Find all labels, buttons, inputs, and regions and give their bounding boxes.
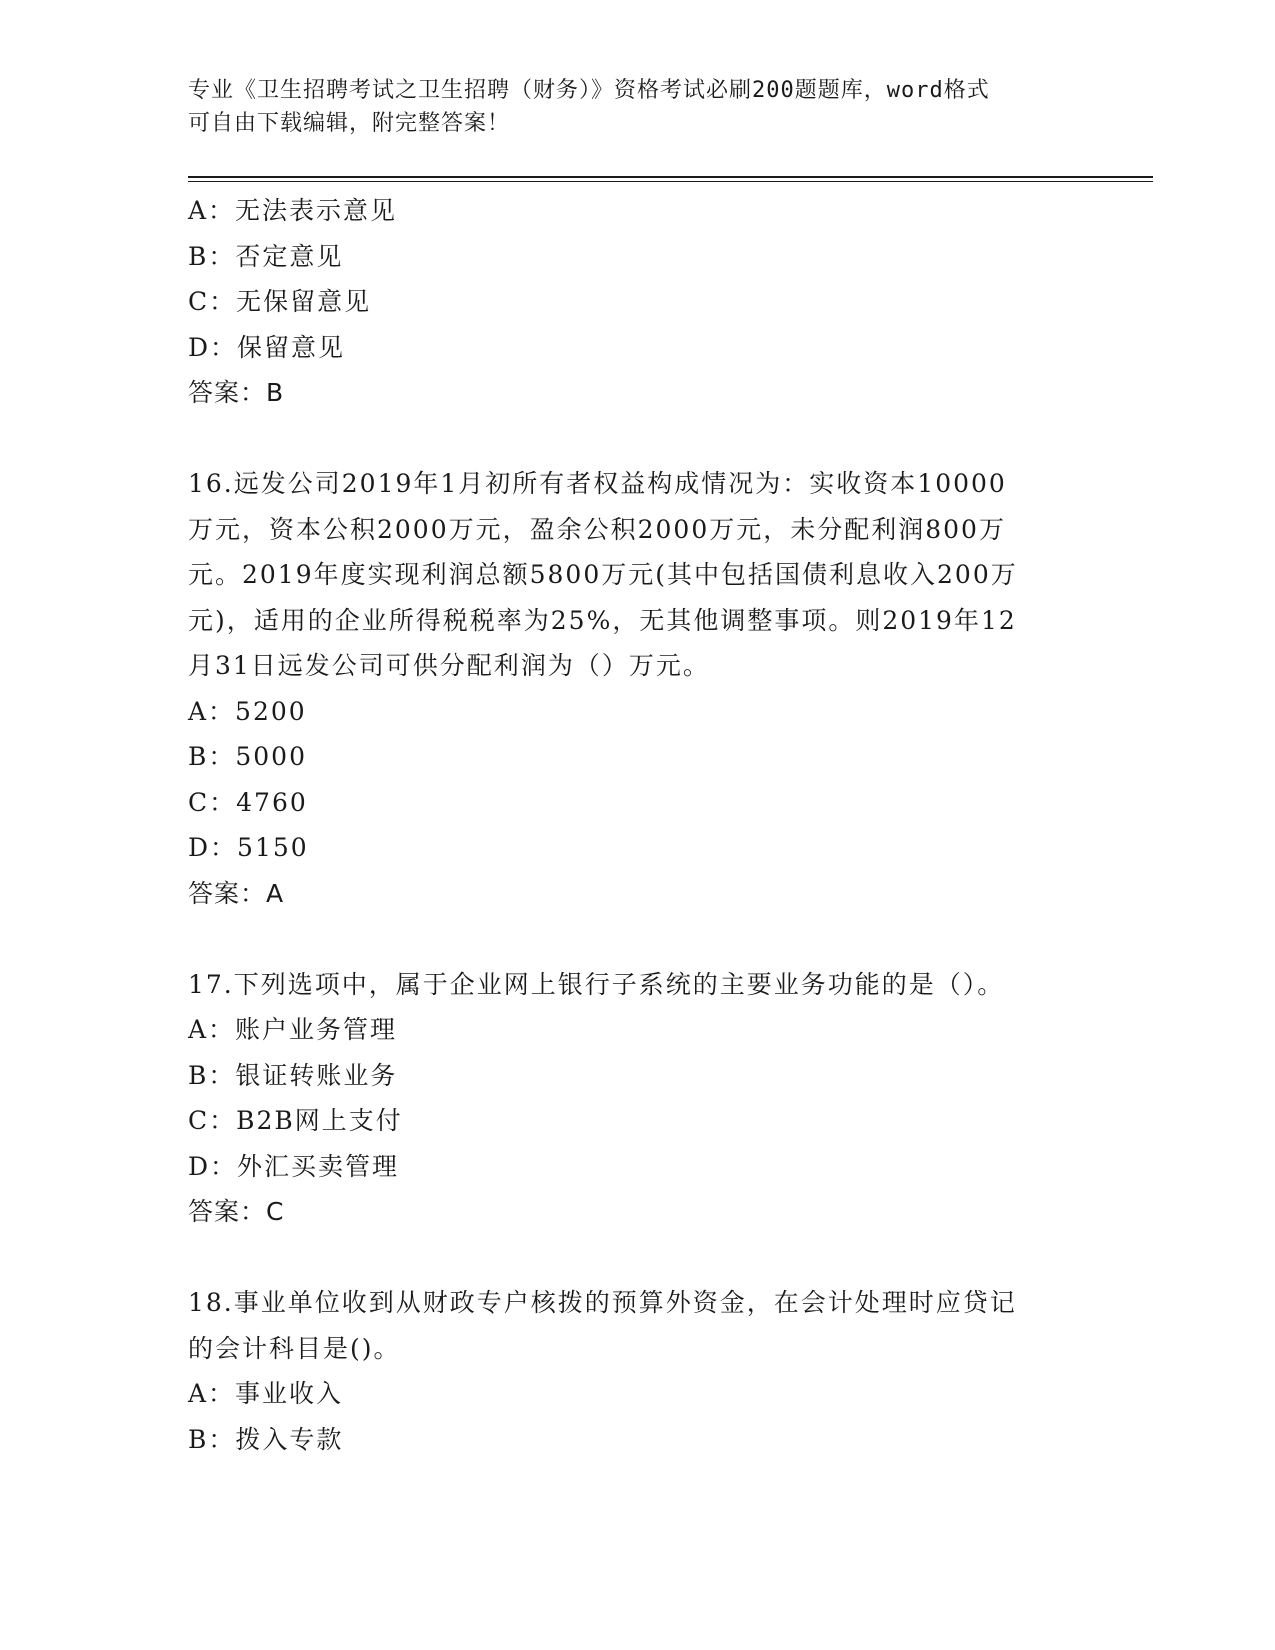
question-stem-line: 元。2019年度实现利润总额5800万元(其中包括国债利息收入200万 — [188, 560, 1018, 589]
option-a: A：5200 — [188, 696, 307, 726]
question-18 — [188, 1280, 1078, 1462]
question-stem-line: 元)，适用的企业所得税税率为25%，无其他调整事项。则2019年12 — [188, 605, 1017, 635]
question-stem-line: 万元，资本公积2000万元，盈余公积2000万元，未分配利润800万 — [188, 514, 1006, 544]
option-b: B：5000 — [188, 742, 307, 771]
question-stem-line: 17.下列选项中，属于企业网上银行子系统的主要业务功能的是（）。 — [188, 969, 1005, 999]
option-c: C：4760 — [188, 787, 308, 817]
question-17 — [188, 962, 1078, 1235]
question-stem-line: 18.事业单位收到从财政专户核拨的预算外资金，在会计处理时应贷记 — [188, 1288, 1017, 1317]
option-c: C：B2B网上支付 — [188, 1106, 403, 1135]
question-stem-line: 16.远发公司2019年1月初所有者权益构成情况为：实收资本10000 — [188, 469, 1007, 498]
option-d: D：保留意见 — [188, 332, 346, 362]
answer-line: 答案：A — [188, 878, 285, 908]
spacer — [188, 1235, 1078, 1281]
header-rule-thick — [188, 176, 1153, 178]
option-d: D：5150 — [188, 833, 309, 862]
option-c: C：无保留意见 — [188, 287, 372, 316]
option-b: B：银证转账业务 — [188, 1060, 398, 1090]
question-stem-line: 的会计科目是()。 — [188, 1333, 401, 1363]
answer-line: 答案：B — [188, 378, 285, 407]
option-a: A：账户业务管理 — [188, 1015, 398, 1044]
question-content — [188, 188, 1078, 1462]
header-rule-thin — [188, 181, 1153, 182]
option-a: A：无法表示意见 — [188, 196, 398, 225]
question-16 — [188, 461, 1078, 916]
header-line-1: 专业《卫生招聘考试之卫生招聘（财务）》资格考试必刷200题题库，word格式 — [188, 78, 990, 103]
spacer — [188, 416, 1078, 462]
spacer — [188, 916, 1078, 962]
question-stem-line: 月31日远发公司可供分配利润为（）万元。 — [188, 651, 710, 680]
question-15 — [188, 188, 1078, 416]
option-b: B：拨入专款 — [188, 1424, 344, 1454]
document-header — [188, 74, 1068, 140]
header-line-2: 可自由下载编辑，附完整答案！ — [188, 111, 511, 136]
option-d: D：外汇买卖管理 — [188, 1151, 400, 1181]
option-a: A：事业收入 — [188, 1379, 344, 1408]
answer-line: 答案：C — [188, 1197, 285, 1226]
option-b: B：否定意见 — [188, 241, 344, 271]
